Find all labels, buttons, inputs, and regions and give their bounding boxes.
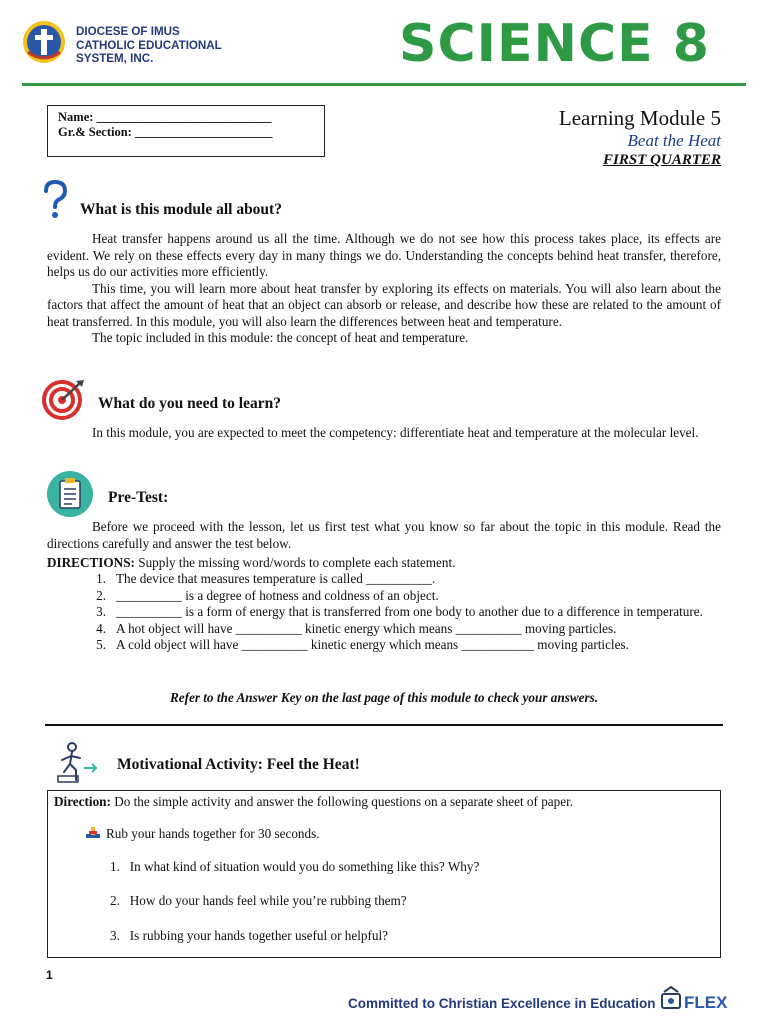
clipboard-icon	[46, 470, 94, 518]
question-text: Is rubbing your hands together useful or helpful?	[129, 928, 388, 943]
question-number: 1.	[110, 859, 120, 874]
about-paragraphs	[47, 231, 721, 347]
list-item	[47, 621, 721, 638]
footer-motto: Committed to Christian Excellence in Education	[348, 996, 656, 1011]
question-number: 2.	[110, 893, 120, 908]
list-item	[110, 928, 388, 945]
module-subtitle: Beat the Heat	[627, 131, 721, 150]
org-line-2: CATHOLIC EDUCATIONAL	[76, 38, 222, 52]
directions-label: DIRECTIONS:	[47, 555, 135, 570]
flex-logo-icon	[660, 986, 742, 1018]
answer-key-note: Refer to the Answer Key on the last page of this module to check your answers.	[169, 690, 599, 705]
running-person-icon	[54, 742, 100, 784]
module-title: Learning Module 5	[558, 106, 721, 130]
direction-label: Direction:	[54, 794, 111, 809]
learn-paragraph-1: In this module, you are expected to meet the competency: differentiate heat and temperature at the molecular level.	[92, 425, 699, 440]
item-number: 2.	[96, 587, 106, 603]
question-number: 3.	[110, 928, 120, 943]
item-text: __________ is a form of energy that is transferred from one body to another due to a difference in temperature.	[116, 604, 703, 619]
item-number: 3.	[96, 604, 106, 619]
pretest-intro-text: Before we proceed with the lesson, let us first test what you know so far about the topic in this module. Read the directions carefully and answer the test below.	[47, 519, 721, 551]
learn-heading: What do you need to learn?	[98, 395, 281, 412]
item-number: 4.	[96, 620, 106, 636]
section-field[interactable]: Gr.& Section: ______________________	[58, 125, 273, 139]
pretest-heading: Pre-Test:	[108, 489, 169, 506]
section-divider	[45, 724, 723, 726]
activity-bullet	[86, 826, 320, 843]
item-text: A cold object will have __________ kinetic energy which means ___________ moving particles.	[116, 637, 629, 652]
item-text: The device that measures temperature is called __________.	[116, 571, 436, 586]
list-item	[47, 588, 721, 605]
direction-text: Do the simple activity and answer the following questions on a separate sheet of paper.	[110, 794, 574, 809]
item-text: __________ is a degree of hotness and coldness of an object.	[116, 587, 439, 603]
page-header	[0, 0, 768, 90]
list-item	[47, 637, 721, 654]
flex-logo-text: FLEX	[684, 993, 728, 1012]
pretest-directions	[47, 555, 721, 572]
item-number: 5.	[96, 637, 106, 652]
about-heading: What is this module all about?	[80, 201, 282, 218]
pretest-intro	[47, 519, 721, 552]
header-divider	[22, 83, 746, 86]
item-number: 1.	[96, 571, 106, 586]
learn-paragraph	[47, 425, 721, 442]
activity-direction	[54, 794, 573, 811]
bullet-icon	[86, 827, 100, 839]
question-mark-icon	[42, 180, 68, 220]
target-icon	[42, 378, 86, 420]
list-item	[47, 571, 721, 588]
list-item	[47, 604, 721, 621]
org-line-1: DIOCESE OF IMUS	[76, 25, 180, 38]
about-paragraph-2: This time, you will learn more about heat transfer by exploring its effects on materials. You will also learn about the factors that affect the amount of heat that an object can absorb or release, and describe how these are related to the amount of heat transferred. In this module, you will also learn the differences between heat and temperature.	[47, 280, 721, 329]
list-item	[110, 859, 479, 876]
about-paragraph-3: The topic included in this module: the concept of heat and temperature.	[92, 330, 469, 345]
module-title-block	[559, 106, 721, 170]
org-line-3: SYSTEM, INC.	[76, 52, 154, 66]
pretest-items	[47, 571, 721, 654]
subject-title: SCIENCE 8	[399, 14, 710, 74]
name-field[interactable]: Name: ____________________________	[58, 110, 272, 124]
student-info-box	[47, 105, 325, 157]
diocese-seal-icon	[22, 20, 66, 64]
list-item	[110, 893, 407, 910]
page-number: 1	[46, 968, 53, 982]
module-quarter: FIRST QUARTER	[603, 152, 721, 168]
item-text: A hot object will have __________ kinetic energy which means __________ moving particles.	[116, 620, 617, 636]
organization-name	[76, 25, 222, 66]
activity-heading: Motivational Activity: Feel the Heat!	[117, 756, 360, 773]
bullet-text: Rub your hands together for 30 seconds.	[106, 826, 320, 841]
about-paragraph-1: Heat transfer happens around us all the time. Although we do not see how this process takes place, its effects are evident. We rely on these effects every day in many things we do. Understanding the concepts behind heat transfer, therefore, helps us do our activities more efficiently.	[47, 231, 721, 279]
question-text: How do your hands feel while you’re rubbing them?	[129, 893, 407, 908]
directions-text: Supply the missing word/words to complete each statement.	[134, 555, 456, 570]
question-text: In what kind of situation would you do something like this? Why?	[129, 859, 480, 874]
activity-box	[47, 790, 721, 958]
